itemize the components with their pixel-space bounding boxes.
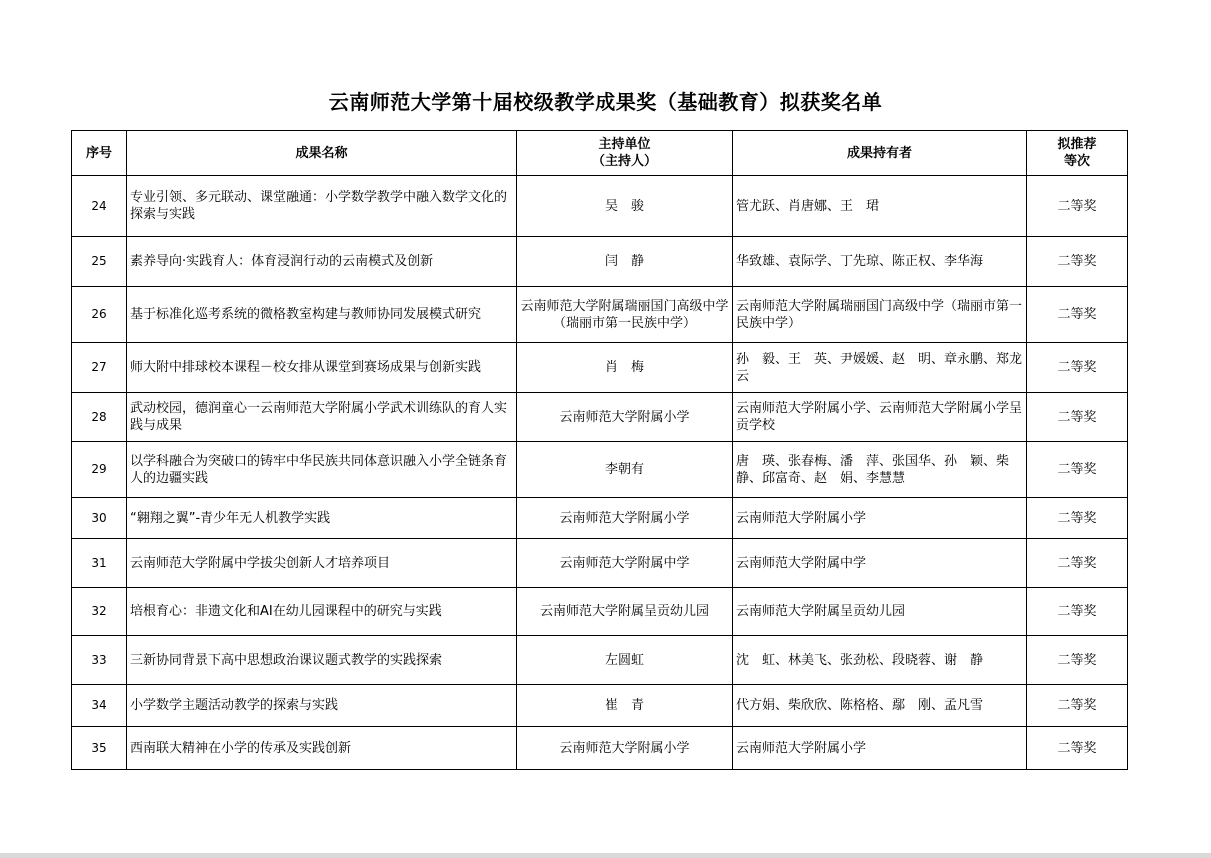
- header-seq: 序号: [72, 131, 127, 176]
- cell-holders: 云南师范大学附属小学: [733, 498, 1027, 539]
- cell-name: 武动校园，德润童心一云南师范大学附属小学武术训练队的育人实践与成果: [127, 393, 517, 442]
- cell-name: 专业引领、多元联动、课堂融通：小学数学教学中融入数学文化的探索与实践: [127, 176, 517, 237]
- cell-unit: 闫 静: [517, 237, 733, 287]
- header-unit-line2: （主持人）: [591, 154, 657, 169]
- cell-rank: 二等奖: [1027, 176, 1128, 237]
- table-row: [72, 176, 1128, 237]
- cell-name: 西南联大精神在小学的传承及实践创新: [127, 727, 517, 770]
- table-row: [72, 685, 1128, 727]
- cell-seq: 30: [72, 498, 127, 539]
- cell-seq: 34: [72, 685, 127, 727]
- table-row: [72, 237, 1128, 287]
- header-holders: 成果持有者: [733, 131, 1027, 176]
- header-unit-line1: 主持单位: [598, 137, 651, 152]
- cell-unit: 崔 青: [517, 685, 733, 727]
- cell-rank: 二等奖: [1027, 287, 1128, 343]
- cell-seq: 28: [72, 393, 127, 442]
- table-row: [72, 727, 1128, 770]
- cell-holders: 云南师范大学附属瑞丽国门高级中学（瑞丽市第一民族中学）: [733, 287, 1027, 343]
- page-bottom-edge: [0, 853, 1211, 858]
- cell-rank: 二等奖: [1027, 498, 1128, 539]
- cell-rank: 二等奖: [1027, 343, 1128, 393]
- cell-name: 素养导向·实践育人：体育浸润行动的云南模式及创新: [127, 237, 517, 287]
- cell-rank: 二等奖: [1027, 588, 1128, 636]
- cell-unit: 吴 骏: [517, 176, 733, 237]
- table-row: [72, 588, 1128, 636]
- cell-unit: 肖 梅: [517, 343, 733, 393]
- table-row: [72, 343, 1128, 393]
- cell-holders: 唐 瑛、张春梅、潘 萍、张国华、孙 颖、柴 静、邱富奇、赵 娟、李慧慧: [733, 442, 1027, 498]
- cell-unit: 李朝有: [517, 442, 733, 498]
- header-name: 成果名称: [127, 131, 517, 176]
- cell-seq: 26: [72, 287, 127, 343]
- table-row: [72, 498, 1128, 539]
- cell-seq: 31: [72, 539, 127, 588]
- header-rank: [1027, 131, 1128, 176]
- table-row: [72, 539, 1128, 588]
- awards-table: [71, 130, 1128, 770]
- cell-unit: 云南师范大学附属小学: [517, 393, 733, 442]
- table-row: [72, 442, 1128, 498]
- cell-name: 三新协同背景下高中思想政治课议题式教学的实践探索: [127, 636, 517, 685]
- header-row: [72, 131, 1128, 176]
- cell-name: 师大附中排球校本课程－校女排从课堂到赛场成果与创新实践: [127, 343, 517, 393]
- cell-holders: 代方娟、柴欣欣、陈格格、鄢 刚、孟凡雪: [733, 685, 1027, 727]
- cell-unit: 云南师范大学附属小学: [517, 498, 733, 539]
- cell-name: 基于标准化巡考系统的微格教室构建与教师协同发展模式研究: [127, 287, 517, 343]
- cell-unit: 云南师范大学附属小学: [517, 727, 733, 770]
- cell-seq: 24: [72, 176, 127, 237]
- cell-holders: 云南师范大学附属小学: [733, 727, 1027, 770]
- cell-name: 培根育心：非遗文化和AI在幼儿园课程中的研究与实践: [127, 588, 517, 636]
- cell-holders: 云南师范大学附属呈贡幼儿园: [733, 588, 1027, 636]
- cell-holders: 华致雄、袁际学、丁先琼、陈正权、李华海: [733, 237, 1027, 287]
- cell-unit: 云南师范大学附属中学: [517, 539, 733, 588]
- cell-name: 云南师范大学附属中学拔尖创新人才培养项目: [127, 539, 517, 588]
- page-title: 云南师范大学第十届校级教学成果奖（基础教育）拟获奖名单: [328, 90, 883, 114]
- cell-rank: 二等奖: [1027, 393, 1128, 442]
- cell-unit: 左圆虹: [517, 636, 733, 685]
- table-row: [72, 636, 1128, 685]
- cell-rank: 二等奖: [1027, 442, 1128, 498]
- table-row: [72, 393, 1128, 442]
- cell-rank: 二等奖: [1027, 539, 1128, 588]
- header-rank-line1: 拟推荐: [1057, 137, 1097, 152]
- table-body: [72, 176, 1128, 770]
- cell-holders: 管尤跃、肖唐娜、王 珺: [733, 176, 1027, 237]
- cell-holders: 沈 虹、林美飞、张劲松、段晓蓉、谢 静: [733, 636, 1027, 685]
- cell-seq: 33: [72, 636, 127, 685]
- cell-seq: 35: [72, 727, 127, 770]
- cell-seq: 29: [72, 442, 127, 498]
- header-rank-line2: 等次: [1063, 154, 1090, 169]
- cell-rank: 二等奖: [1027, 636, 1128, 685]
- cell-holders: 云南师范大学附属小学、云南师范大学附属小学呈贡学校: [733, 393, 1027, 442]
- cell-seq: 27: [72, 343, 127, 393]
- cell-seq: 25: [72, 237, 127, 287]
- header-unit: [517, 131, 733, 176]
- cell-seq: 32: [72, 588, 127, 636]
- cell-name: 小学数学主题活动教学的探索与实践: [127, 685, 517, 727]
- cell-name: “翱翔之翼”-青少年无人机教学实践: [127, 498, 517, 539]
- table-row: [72, 287, 1128, 343]
- cell-holders: 云南师范大学附属中学: [733, 539, 1027, 588]
- cell-unit: 云南师范大学附属呈贡幼儿园: [517, 588, 733, 636]
- cell-rank: 二等奖: [1027, 237, 1128, 287]
- cell-holders: 孙 毅、王 英、尹媛媛、赵 明、章永鹏、郑龙云: [733, 343, 1027, 393]
- cell-name: 以学科融合为突破口的铸牢中华民族共同体意识融入小学全链条育人的边疆实践: [127, 442, 517, 498]
- cell-rank: 二等奖: [1027, 727, 1128, 770]
- cell-unit: 云南师范大学附属瑞丽国门高级中学（瑞丽市第一民族中学）: [517, 287, 733, 343]
- cell-rank: 二等奖: [1027, 685, 1128, 727]
